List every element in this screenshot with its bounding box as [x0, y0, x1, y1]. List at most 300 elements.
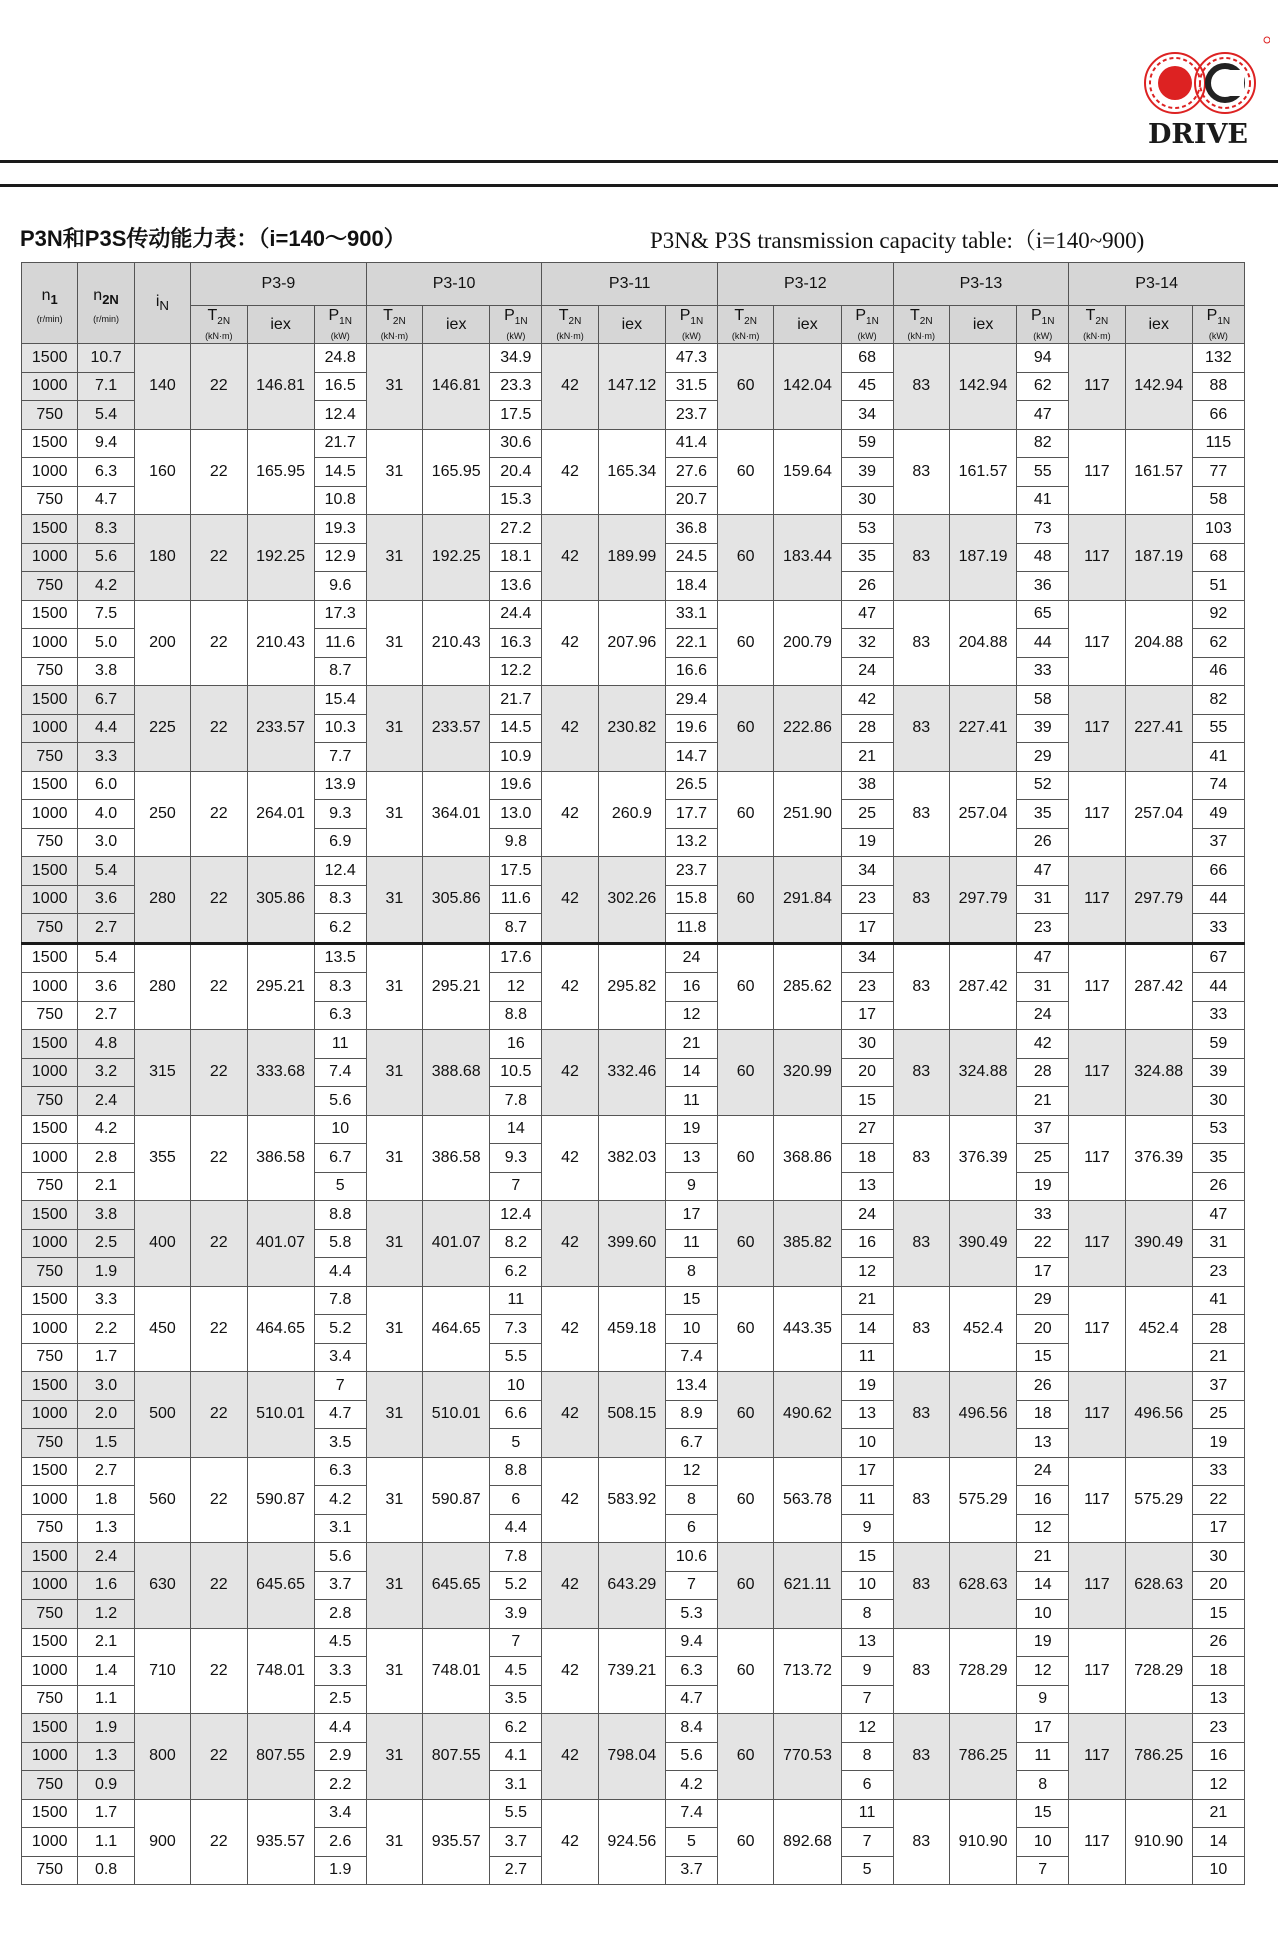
p1n-cell: 18.4: [665, 572, 717, 601]
t2n-cell: 117: [1069, 1372, 1125, 1458]
n2n-header-unit: (r/min): [93, 314, 120, 325]
iex-cell: 305.86: [247, 857, 314, 944]
p1n-cell: 77: [1192, 458, 1244, 487]
p1n-cell: 33: [1192, 914, 1244, 944]
iex-cell: 183.44: [774, 515, 841, 601]
n1-cell: 1500: [22, 1543, 78, 1572]
n1-cell: 1500: [22, 429, 78, 458]
p1n-header-symbol: [504, 307, 528, 328]
t2n-cell: 31: [366, 1543, 422, 1629]
p1n-header-unit: (kW): [1208, 330, 1228, 341]
p1n-cell: 9: [1017, 1685, 1069, 1714]
n2n-cell: 1.7: [78, 1799, 134, 1828]
p1n-cell: 3.1: [490, 1771, 542, 1800]
t2n-cell: 83: [893, 1799, 949, 1885]
t2n-header-subscript: 2N: [744, 316, 757, 328]
p1n-cell: 11: [314, 1030, 366, 1059]
iex-cell: 385.82: [774, 1201, 841, 1287]
p1n-cell: 67: [1192, 943, 1244, 973]
t2n-cell: 22: [191, 1457, 247, 1543]
iex-cell: 807.55: [423, 1714, 490, 1800]
p1n-cell: 21: [665, 1030, 717, 1059]
table-header: [22, 263, 1245, 344]
t2n-cell: 42: [542, 1115, 598, 1201]
p1n-cell: 42: [841, 686, 893, 715]
t2n-cell: 83: [893, 429, 949, 515]
p1n-cell: 39: [1017, 714, 1069, 743]
p1n-cell: 33.1: [665, 600, 717, 629]
p1n-header-symbol: [328, 307, 352, 328]
n1-cell: 1500: [22, 1286, 78, 1315]
n1-header-subscript: 1: [50, 292, 58, 308]
p1n-cell: 25: [1192, 1400, 1244, 1429]
p1n-cell: 10: [1192, 1856, 1244, 1885]
p1n-cell: 8.3: [314, 973, 366, 1002]
iex-cell: 287.42: [1125, 943, 1192, 1030]
p1n-cell: 24.5: [665, 543, 717, 572]
p1n-cell: 9.6: [314, 572, 366, 601]
p1n-cell: 23: [1192, 1714, 1244, 1743]
t2n-cell: 22: [191, 1372, 247, 1458]
p1n-cell: 26: [1017, 828, 1069, 857]
p1n-cell: 92: [1192, 600, 1244, 629]
p1n-cell: 4.5: [314, 1628, 366, 1657]
t2n-cell: 42: [542, 771, 598, 857]
iex-cell: 251.90: [774, 771, 841, 857]
p1n-cell: 47.3: [665, 344, 717, 373]
p1n-cell: 6: [665, 1514, 717, 1543]
n1-cell: 1000: [22, 1742, 78, 1771]
t2n-header-subscript: 2N: [392, 316, 406, 328]
p1n-cell: 11: [490, 1286, 542, 1315]
t2n-cell: 60: [717, 1201, 773, 1287]
t2n-header-subscript: 2N: [217, 316, 231, 328]
t2n-header-symbol: [910, 307, 933, 328]
p1n-cell: 46: [1192, 657, 1244, 686]
n1-cell: 1500: [22, 1030, 78, 1059]
p1n-cell: 13: [1192, 1685, 1244, 1714]
p1n-cell: 74: [1192, 771, 1244, 800]
p1n-header-unit: (kW): [857, 330, 877, 341]
p1n-cell: 9: [841, 1657, 893, 1686]
t2n-cell: 60: [717, 1628, 773, 1714]
t2n-cell: 60: [717, 1457, 773, 1543]
p1n-cell: 4.1: [490, 1742, 542, 1771]
table-row: [22, 1799, 1245, 1828]
table-row: [22, 429, 1245, 458]
t2n-cell: 42: [542, 1457, 598, 1543]
p1n-cell: 4.2: [314, 1486, 366, 1515]
p1n-cell: 11: [665, 1087, 717, 1116]
t2n-cell: 60: [717, 515, 773, 601]
iex-cell: 510.01: [247, 1372, 314, 1458]
p1n-cell: 53: [841, 515, 893, 544]
iex-cell: 210.43: [247, 600, 314, 686]
model-header-p3-13: P3-13: [893, 263, 1069, 306]
t2n-cell: 117: [1069, 600, 1125, 686]
p1n-cell: 13.9: [314, 771, 366, 800]
p1n-cell: 24: [1017, 1457, 1069, 1486]
model-header-p3-10: P3-10: [366, 263, 542, 306]
p1n-cell: 37: [1017, 1115, 1069, 1144]
t2n-cell: 31: [366, 1115, 422, 1201]
p1n-cell: 15: [1017, 1343, 1069, 1372]
n1-cell: 1000: [22, 629, 78, 658]
p1n-cell: 19: [665, 1115, 717, 1144]
table-row: [22, 1372, 1245, 1401]
p1n-cell: 103: [1192, 515, 1244, 544]
p1n-cell: 19: [841, 1372, 893, 1401]
n1-cell: 1500: [22, 857, 78, 886]
p1n-cell: 12: [841, 1714, 893, 1743]
p1n-cell: 25: [1017, 1144, 1069, 1173]
p1n-cell: 17: [1017, 1714, 1069, 1743]
p1n-cell: 2.8: [314, 1600, 366, 1629]
p1n-cell: 59: [1192, 1030, 1244, 1059]
t2n-cell: 42: [542, 1799, 598, 1885]
p1n-cell: 10.3: [314, 714, 366, 743]
t2n-cell: 31: [366, 1799, 422, 1885]
iex-cell: 748.01: [423, 1628, 490, 1714]
t2n-header-letter: T: [558, 307, 569, 325]
p1n-cell: 25: [841, 800, 893, 829]
p1n-cell: 31: [1192, 1229, 1244, 1258]
p1n-cell: 30: [841, 1030, 893, 1059]
table-row: [22, 515, 1245, 544]
p1n-cell: 45: [841, 372, 893, 401]
p1n-cell: 11: [665, 1229, 717, 1258]
n2n-cell: 1.8: [78, 1486, 134, 1515]
p1n-cell: 10.9: [490, 743, 542, 772]
n2n-cell: 4.2: [78, 1115, 134, 1144]
n1-cell: 1000: [22, 372, 78, 401]
iex-header: iex: [949, 306, 1016, 344]
t2n-cell: 117: [1069, 344, 1125, 430]
t2n-cell: 83: [893, 1457, 949, 1543]
p1n-cell: 19: [1192, 1429, 1244, 1458]
t2n-cell: 83: [893, 1286, 949, 1372]
p1n-cell: 11.6: [314, 629, 366, 658]
iex-cell: 935.57: [247, 1799, 314, 1885]
t2n-header: [1069, 306, 1125, 344]
p1n-cell: 17: [1017, 1258, 1069, 1287]
iex-cell: 713.72: [774, 1628, 841, 1714]
t2n-cell: 60: [717, 686, 773, 772]
p1n-cell: 23: [1017, 914, 1069, 944]
table-row: [22, 857, 1245, 886]
p1n-cell: 33: [1192, 1457, 1244, 1486]
iex-cell: 146.81: [423, 344, 490, 430]
iex-cell: 643.29: [598, 1543, 665, 1629]
p1n-cell: 52: [1017, 771, 1069, 800]
iex-cell: 333.68: [247, 1030, 314, 1116]
iex-cell: 320.99: [774, 1030, 841, 1116]
t2n-cell: 42: [542, 1628, 598, 1714]
t2n-cell: 83: [893, 1030, 949, 1116]
p1n-cell: 15: [841, 1543, 893, 1572]
p1n-cell: 21: [841, 1286, 893, 1315]
t2n-header-subscript: 2N: [1095, 316, 1109, 328]
p1n-cell: 28: [841, 714, 893, 743]
p1n-cell: 34: [841, 401, 893, 430]
model-header-p3-9: P3-9: [191, 263, 367, 306]
iex-cell: 401.07: [423, 1201, 490, 1287]
n2n-cell: 8.3: [78, 515, 134, 544]
p1n-cell: 17.6: [490, 943, 542, 973]
t2n-header-letter: T: [1085, 307, 1096, 325]
p1n-cell: 22: [1192, 1486, 1244, 1515]
iex-cell: 368.86: [774, 1115, 841, 1201]
iex-cell: 728.29: [1125, 1628, 1192, 1714]
t2n-cell: 31: [366, 1714, 422, 1800]
p1n-cell: 21.7: [314, 429, 366, 458]
p1n-cell: 17: [841, 1001, 893, 1030]
p1n-cell: 14: [1017, 1571, 1069, 1600]
title-chinese: P3N和P3S传动能力表：（i=140～900）: [20, 226, 406, 251]
p1n-header-unit: (kW): [330, 330, 350, 341]
iex-cell: 621.11: [774, 1543, 841, 1629]
iex-cell: 376.39: [1125, 1115, 1192, 1201]
t2n-cell: 117: [1069, 1115, 1125, 1201]
n2n-cell: 7.5: [78, 600, 134, 629]
model-header-p3-14: P3-14: [1069, 263, 1245, 306]
n2n-cell: 2.4: [78, 1543, 134, 1572]
t2n-cell: 42: [542, 1286, 598, 1372]
t2n-header-symbol: [383, 307, 406, 328]
p1n-cell: 15: [841, 1087, 893, 1116]
p1n-cell: 14.5: [314, 458, 366, 487]
t2n-cell: 83: [893, 515, 949, 601]
p1n-cell: 17.7: [665, 800, 717, 829]
iex-cell: 390.49: [949, 1201, 1016, 1287]
p1n-cell: 6.6: [490, 1400, 542, 1429]
p1n-cell: 65: [1017, 600, 1069, 629]
table-row: [22, 1286, 1245, 1315]
t2n-header-unit: (kN·m): [731, 330, 760, 341]
p1n-cell: 6: [490, 1486, 542, 1515]
t2n-cell: 60: [717, 1030, 773, 1116]
table-row: [22, 943, 1245, 973]
p1n-cell: 5.5: [490, 1799, 542, 1828]
n2n-cell: 6.3: [78, 458, 134, 487]
iex-cell: 295.21: [423, 943, 490, 1030]
p1n-cell: 24.8: [314, 344, 366, 373]
in-cell: 400: [134, 1201, 190, 1287]
p1n-cell: 26: [1017, 1372, 1069, 1401]
t2n-header: [893, 306, 949, 344]
p1n-cell: 3.4: [314, 1799, 366, 1828]
p1n-cell: 16: [665, 973, 717, 1002]
in-header: [134, 263, 190, 344]
iex-cell: 390.49: [1125, 1201, 1192, 1287]
p1n-cell: 26: [1192, 1628, 1244, 1657]
p1n-header-letter: P: [679, 307, 691, 325]
t2n-cell: 42: [542, 1030, 598, 1116]
p1n-cell: 7: [665, 1571, 717, 1600]
p1n-cell: 8.3: [314, 885, 366, 914]
p1n-cell: 8.8: [490, 1001, 542, 1030]
p1n-cell: 55: [1192, 714, 1244, 743]
p1n-cell: 73: [1017, 515, 1069, 544]
p1n-cell: 35: [1192, 1144, 1244, 1173]
p1n-cell: 10.5: [490, 1058, 542, 1087]
logo-text: DRIVE: [1148, 119, 1249, 150]
n1-cell: 1500: [22, 344, 78, 373]
n2n-cell: 3.6: [78, 885, 134, 914]
p1n-cell: 5.2: [490, 1571, 542, 1600]
p1n-cell: 44: [1192, 973, 1244, 1002]
p1n-cell: 3.7: [665, 1856, 717, 1885]
p1n-cell: 20.4: [490, 458, 542, 487]
p1n-cell: 23: [1192, 1258, 1244, 1287]
iex-cell: 459.18: [598, 1286, 665, 1372]
iex-cell: 786.25: [949, 1714, 1016, 1800]
p1n-cell: 10: [314, 1115, 366, 1144]
t2n-cell: 22: [191, 515, 247, 601]
n2n-cell: 2.7: [78, 914, 134, 944]
iex-cell: 728.29: [949, 1628, 1016, 1714]
p1n-cell: 3.1: [314, 1514, 366, 1543]
t2n-header: [542, 306, 598, 344]
p1n-cell: 8: [1017, 1771, 1069, 1800]
n2n-cell: 3.3: [78, 743, 134, 772]
t2n-cell: 42: [542, 857, 598, 944]
iex-cell: 210.43: [423, 600, 490, 686]
t2n-cell: 31: [366, 1372, 422, 1458]
iex-cell: 748.01: [247, 1628, 314, 1714]
t2n-cell: 60: [717, 1286, 773, 1372]
p1n-cell: 6.2: [490, 1258, 542, 1287]
t2n-cell: 42: [542, 429, 598, 515]
p1n-cell: 59: [841, 429, 893, 458]
iex-cell: 264.01: [247, 771, 314, 857]
t2n-cell: 83: [893, 600, 949, 686]
n2n-cell: 1.5: [78, 1429, 134, 1458]
p1n-cell: 3.4: [314, 1343, 366, 1372]
p1n-cell: 55: [1017, 458, 1069, 487]
t2n-cell: 42: [542, 943, 598, 1030]
n1-cell: 1000: [22, 1229, 78, 1258]
iex-cell: 496.56: [1125, 1372, 1192, 1458]
iex-cell: 187.19: [949, 515, 1016, 601]
p1n-cell: 12: [841, 1258, 893, 1287]
p1n-cell: 14: [1192, 1828, 1244, 1857]
n1-cell: 750: [22, 657, 78, 686]
in-cell: 630: [134, 1543, 190, 1629]
iex-cell: 260.9: [598, 771, 665, 857]
iex-cell: 628.63: [949, 1543, 1016, 1629]
t2n-header-unit: (kN·m): [1083, 330, 1111, 341]
p1n-cell: 5: [665, 1828, 717, 1857]
in-cell: 800: [134, 1714, 190, 1800]
n1-cell: 1500: [22, 1799, 78, 1828]
n1-cell: 1000: [22, 973, 78, 1002]
t2n-cell: 22: [191, 1030, 247, 1116]
t2n-cell: 22: [191, 1115, 247, 1201]
iex-cell: 490.62: [774, 1372, 841, 1458]
p1n-cell: 49: [1192, 800, 1244, 829]
in-cell: 900: [134, 1799, 190, 1885]
t2n-cell: 31: [366, 1286, 422, 1372]
iex-cell: 305.86: [423, 857, 490, 944]
p1n-cell: 9.4: [665, 1628, 717, 1657]
p1n-cell: 3.9: [490, 1600, 542, 1629]
iex-cell: 399.60: [598, 1201, 665, 1287]
in-header-letter: i: [155, 292, 160, 310]
p1n-cell: 2.7: [490, 1856, 542, 1885]
iex-cell: 376.39: [949, 1115, 1016, 1201]
p1n-cell: 2.6: [314, 1828, 366, 1857]
n1-cell: 750: [22, 1172, 78, 1201]
model-header-p3-12: P3-12: [717, 263, 893, 306]
p1n-cell: 6.3: [665, 1657, 717, 1686]
t2n-cell: 117: [1069, 686, 1125, 772]
table-row: [22, 344, 1245, 373]
p1n-header-symbol: [1206, 307, 1231, 328]
p1n-cell: 13: [1017, 1429, 1069, 1458]
n2n-cell: 0.8: [78, 1856, 134, 1885]
p1n-header-letter: P: [1030, 307, 1042, 325]
t2n-header-symbol: [734, 307, 757, 328]
t2n-header-subscript: 2N: [568, 316, 582, 328]
p1n-cell: 8: [665, 1258, 717, 1287]
n1-cell: 1500: [22, 600, 78, 629]
p1n-cell: 8.8: [314, 1201, 366, 1230]
iex-cell: 227.41: [949, 686, 1016, 772]
t2n-cell: 31: [366, 1457, 422, 1543]
p1n-cell: 6.7: [665, 1429, 717, 1458]
n2n-cell: 1.1: [78, 1828, 134, 1857]
p1n-cell: 12: [665, 1457, 717, 1486]
p1n-cell: 8.7: [314, 657, 366, 686]
p1n-cell: 31.5: [665, 372, 717, 401]
n2n-cell: 2.2: [78, 1315, 134, 1344]
n2n-cell: 3.0: [78, 828, 134, 857]
n1-cell: 1000: [22, 543, 78, 572]
p1n-cell: 13.5: [314, 943, 366, 973]
p1n-cell: 33: [1017, 1201, 1069, 1230]
t2n-cell: 60: [717, 857, 773, 944]
p1n-header: [1017, 306, 1069, 344]
t2n-cell: 83: [893, 857, 949, 944]
iex-cell: 386.58: [423, 1115, 490, 1201]
iex-cell: 464.65: [247, 1286, 314, 1372]
p1n-cell: 36.8: [665, 515, 717, 544]
iex-cell: 645.65: [247, 1543, 314, 1629]
iex-cell: 364.01: [423, 771, 490, 857]
t2n-cell: 31: [366, 771, 422, 857]
t2n-cell: 117: [1069, 429, 1125, 515]
iex-cell: 590.87: [423, 1457, 490, 1543]
iex-cell: 142.94: [949, 344, 1016, 430]
t2n-cell: 31: [366, 344, 422, 430]
p1n-cell: 66: [1192, 857, 1244, 886]
n2n-cell: 5.4: [78, 857, 134, 886]
p1n-cell: 15: [665, 1286, 717, 1315]
p1n-cell: 4.4: [314, 1714, 366, 1743]
model-header-p3-11: P3-11: [542, 263, 718, 306]
iex-cell: 575.29: [949, 1457, 1016, 1543]
in-header-subscript: N: [159, 298, 170, 314]
p1n-cell: 115: [1192, 429, 1244, 458]
t2n-cell: 22: [191, 771, 247, 857]
title-english: P3N& P3S transmission capacity table:（i=140~900): [650, 228, 1145, 253]
t2n-header-symbol: [558, 307, 582, 328]
p1n-cell: 17.3: [314, 600, 366, 629]
t2n-cell: 42: [542, 1372, 598, 1458]
n2n-cell: 4.2: [78, 572, 134, 601]
p1n-cell: 68: [841, 344, 893, 373]
